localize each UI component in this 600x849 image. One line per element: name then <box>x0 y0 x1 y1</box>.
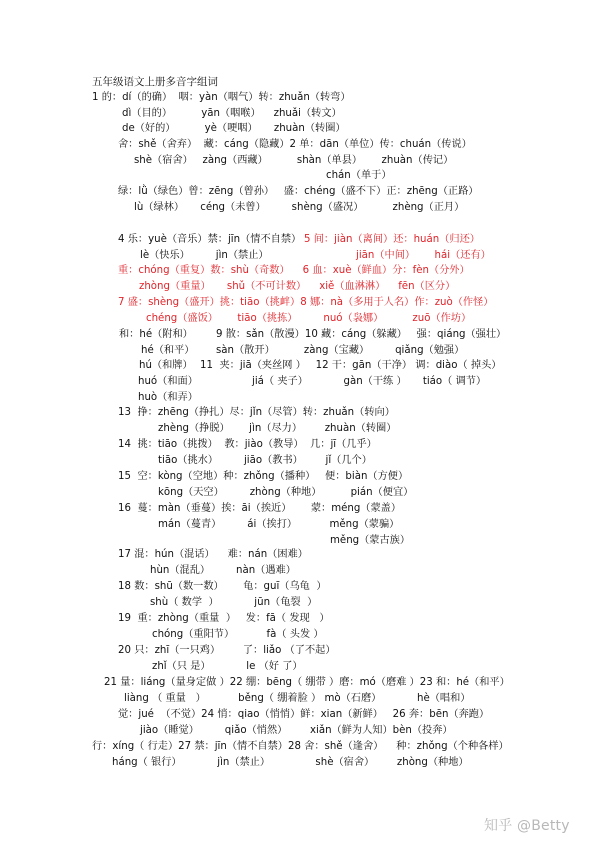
watermark: 知乎 @Betty <box>484 818 570 834</box>
word-line: 9 散：sǎn（散漫）10 藏：cáng（躲藏） 强：qiáng（强壮） <box>216 329 507 340</box>
word-line: 行：xíng（ 行走）27 禁：jīn（情不自禁）28 舍：shě（逢舍） 种：zhǒng（个种各样） <box>92 741 509 752</box>
word-line: 15 空：kòng（空地）种：zhǒng（播种） 便：biàn（方便） <box>118 471 409 482</box>
word-line: 11 夹：jiā（夹丝网 ） 12 干：gān（干净） 调：diào（ 掉头） <box>200 360 502 371</box>
word-line: jiān（中间） hái（还有） <box>356 250 491 261</box>
word-line: zhòng（重量） shǔ（不可计数） xiě（血淋淋） fēn（区分） <box>139 281 456 292</box>
word-line: 舍：shě（舍弃） 藏：cáng（隐藏）2 单：dān（单位）传：chuán（传说） <box>118 139 472 150</box>
word-line: 4 乐：yuè（音乐）禁：jīn（情不自禁） <box>118 234 302 245</box>
word-line: 17 混：hún（混话） 难：nán（困难） <box>118 549 308 560</box>
word-line: 20 只：zhī（一只鸡） 了：liǎo （了不起） <box>118 645 336 656</box>
word-line: shù（ 数学 ） jūn（龟裂 ） <box>150 597 318 608</box>
word-line: 13 挣：zhēng（挣扎）尽：jǐn（尽管）转：zhuǎn（转向） <box>118 407 395 418</box>
word-line: liàng （ 重量 ） běng（ 绷着脸 ） mò（石磨） hè（唱和） <box>124 693 471 704</box>
word-line: 重：chóng（重复）数：shù（奇数） 6 血：xuè（鲜血）分：fèn（分外） <box>118 265 470 276</box>
word-line: zhèng（挣脱） jìn（尽力） zhuàn（转圈） <box>158 423 397 434</box>
word-line: jiào（睡觉） qiǎo（悄然） xiǎn（鲜为人知）bèn（投奔） <box>140 725 453 736</box>
word-line: jiá（ 夹子） gàn（干练 ） tiáo（ 调节） <box>252 376 487 387</box>
word-line: 绿：lǜ（绿色）曾：zēng（曾孙） 盛：chéng（盛不下）正：zhēng（正路） <box>118 186 479 197</box>
word-line: lè（快乐） jìn（禁止） <box>140 250 269 261</box>
word-line: chéng（盛饭） tiāo（挑拣） nuó（袅娜） zuō（作坊） <box>146 313 472 324</box>
word-line: 18 数：shū（数一数） 龟：guī（乌龟 ） <box>118 581 327 592</box>
word-line: měng（蒙古族） <box>330 535 411 546</box>
word-line: chóng（重阳节） fà（ 头发 ） <box>152 629 324 640</box>
word-line: 5 间：jiàn（离间）还：huán（归还） <box>304 234 480 245</box>
word-line: hé（和平） <box>141 345 195 356</box>
word-line: tiāo（挑水） jiāo（教书） jǐ（几个） <box>158 455 372 466</box>
word-line: 14 挑：tiāo（挑拨） 教：jiào（教导） 几：jī（几乎） <box>118 439 377 450</box>
document-title: 五年级语文上册多音字组词 <box>92 76 218 88</box>
word-line: 1 的：dí（的确） 咽：yàn（咽气）转：zhuǎn（转弯） <box>92 92 351 103</box>
word-line: háng（ 银行） jìn（禁止） shè（宿舍） zhòng（种地） <box>112 757 469 768</box>
word-line: hú（和牌） <box>139 360 193 371</box>
word-line: 16 蔓：màn（垂蔓）挨：āi（挨近） 蒙：méng（蒙盖） <box>118 503 402 514</box>
word-line: 觉：jué （不觉）24 悄：qiao（悄悄）鲜：xian（新鲜） 26 奔：bēn（奔跑） <box>118 709 490 720</box>
word-line: zhǐ（只 是） le （好 了） <box>152 661 303 672</box>
word-line: 21 量：liáng（量身定做 ）22 绷：bēng（ 绷带 ）磨：mó（磨难 ）23 和：hé（和平） <box>104 677 510 688</box>
word-line: sàn（散开） zàng（宝藏） qiǎng（勉强） <box>216 345 465 356</box>
word-line: chán（单于） <box>326 170 392 181</box>
word-line: 和：hé（附和） <box>119 329 193 340</box>
word-line: 19 重：zhòng（重量 ） 发：fā（ 发现 ） <box>118 613 330 624</box>
word-line: kōng（天空） zhòng（种地） pián（便宜） <box>158 487 414 498</box>
word-line: de（好的） yè（哽咽） zhuàn（转圈） <box>122 123 346 134</box>
word-line: shè（宿舍） zàng（西藏） shàn（单县） zhuàn（传记） <box>134 155 454 166</box>
word-line: 7 盛：shèng（盛开）挑：tiāo（挑衅）8 娜：nà（多用于人名）作：zuò（作怪） <box>118 297 494 308</box>
word-line: lù（绿林） céng（未曾） shèng（盛况） zhèng（正月） <box>134 202 465 213</box>
word-line: huó（和面） <box>138 376 198 387</box>
word-line: dì（目的） yān（咽喉） zhuǎi（转文） <box>122 108 342 119</box>
word-line: huò（和弄） <box>138 392 198 403</box>
word-line: hùn（混乱） nàn（遇难） <box>150 565 296 576</box>
word-line: mán（蔓青） ái（挨打） měng（蒙骗） <box>158 519 400 530</box>
